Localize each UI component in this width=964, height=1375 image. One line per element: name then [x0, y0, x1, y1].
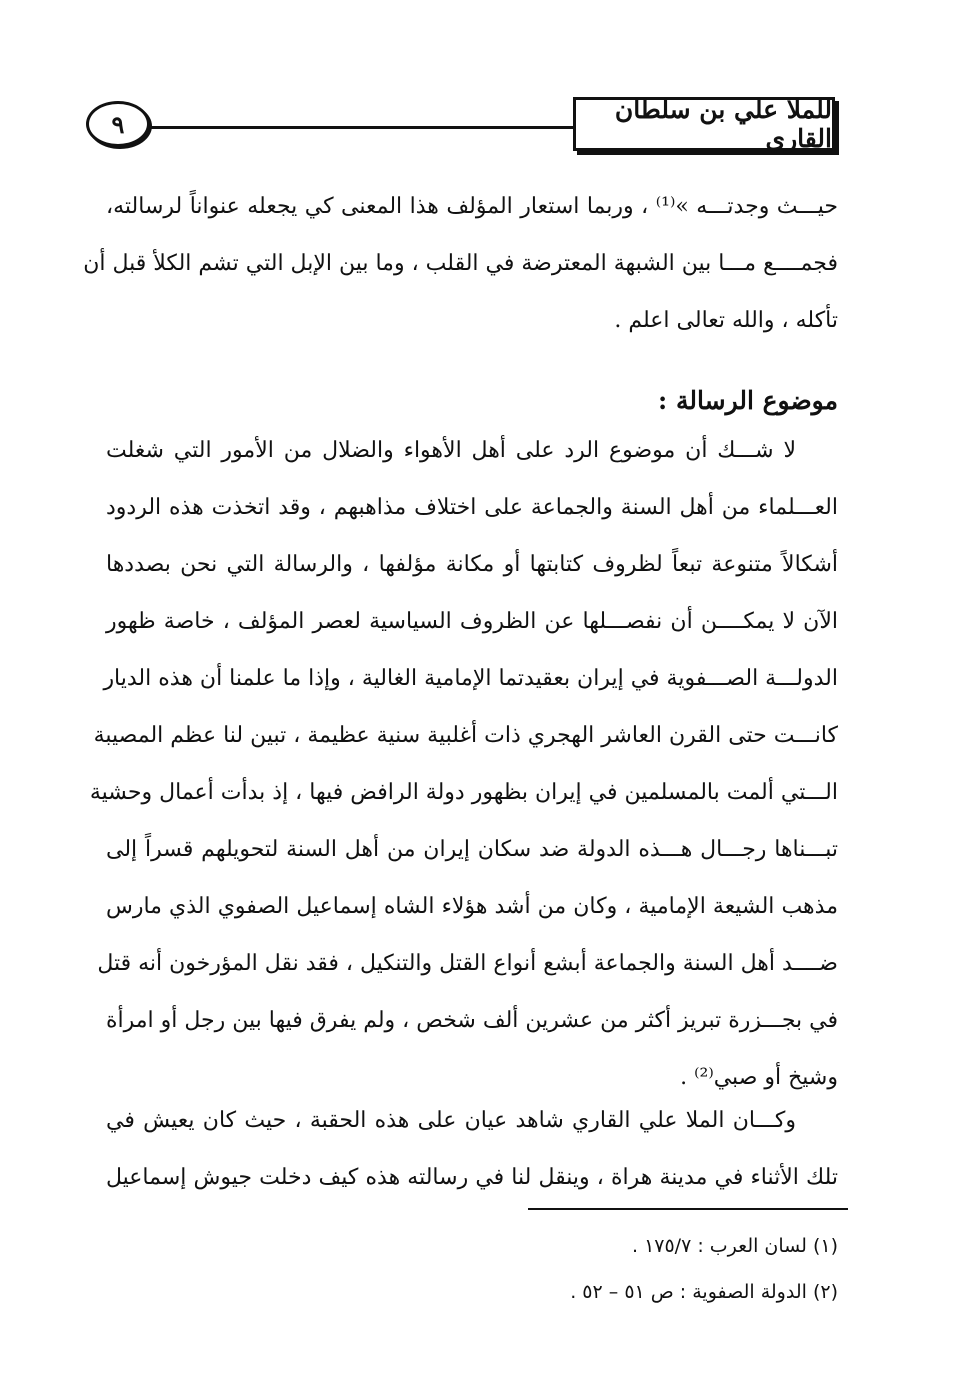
- text-line: في بجـــزرة تبريز أكثر من عشرين ألف شخص ، ولم يفرق فيها بين رجل أو امرأة: [105, 1008, 838, 1033]
- text-line: لا شـــك أن موضوع الرد على أهل الأهواء والضلال من الأمور التي شغلت: [106, 438, 796, 463]
- text-line: العـــلماء من أهل السنة والجماعة على اختلاف مذاهبهم ، وقد اتخذت هذه الردود: [106, 495, 838, 520]
- text-line: كانـــت حتى القرن العاشر الهجري ذات أغلبية سنية عظيمة ، تبين لنا عظم المصيبة: [93, 723, 838, 748]
- page-number: ٩: [86, 101, 150, 147]
- text-line: مذهب الشيعة الإمامية ، وكان من أشد هؤلاء الشاه إسماعيل الصفوي الذي مارس: [106, 894, 838, 919]
- text-line: ضــــد أهل السنة والجماعة أبشع أنواع القتل والتنكيل ، فقد نقل المؤرخون أنه قتل: [97, 951, 838, 976]
- header-rule: [130, 126, 600, 129]
- footnotes: [300, 1223, 838, 1315]
- body-paragraph-1: [89, 422, 838, 1106]
- body-paragraph-2: [106, 1092, 838, 1206]
- text-line: تأكله ، والله تعالى اعلم .: [614, 308, 838, 333]
- text-line: حيـــث وجدتـــه »⁽¹⁾ ، وربما استعار المؤلف هذا المعنى كي يجعله عنواناً لرسالته،: [106, 194, 838, 219]
- section-heading: موضوع الرسالة :: [658, 386, 838, 415]
- text-line: تبـــناها رجـــال هـــذه الدولة ضد سكان إيران من أهل السنة لتحويلهم قسراً إلى: [106, 837, 838, 862]
- text-line: الآن لا يمكــــن أن نفصـــلها عن الظروف السياسية لعصر المؤلف ، خاصة ظهور: [106, 609, 838, 634]
- text-line: فجمــــع مـــا بين الشبهة المعترضة في القلب ، وما بين الإبل التي تشم الكلأ قبل أن: [83, 251, 838, 276]
- text-line: تلك الأثناء في مدينة هراة ، وينقل لنا في رسالته هذه كيف دخلت جيوش إسماعيل: [106, 1165, 838, 1190]
- text-line: الدولـــة الصـــفوية في إيران بعقيدتما الإمامية الغالية ، وإذا ما علمنا أن هذه الديار: [103, 666, 838, 691]
- text-line: وكـــان الملا علي القاري شاهد عيان على هذه الحقبة ، حيث كان يعيش في: [106, 1108, 796, 1133]
- footnote-1: (١) لسان العرب : ١٧٥/٧ .: [631, 1235, 838, 1257]
- intro-paragraph: [83, 178, 838, 349]
- footnote-2: (٢) الدولة الصفوية : ص ٥١ – ٥٢ .: [570, 1281, 838, 1303]
- footnote-separator: [528, 1208, 848, 1210]
- running-header-title: للملا علي بن سلطان القاري: [573, 97, 835, 151]
- text-line: أشكالاً متنوعة تبعاً لظروف كتابتها أو مكانة مؤلفها ، والرسالة التي نحن بصددها: [106, 552, 838, 577]
- text-line: وشيخ أو صبي⁽²⁾ .: [680, 1065, 838, 1090]
- text-line: الـــتي ألمت بالمسلمين في إيران بظهور دولة الرافض فيها ، إذ بدأت أعمال وحشية: [89, 780, 838, 805]
